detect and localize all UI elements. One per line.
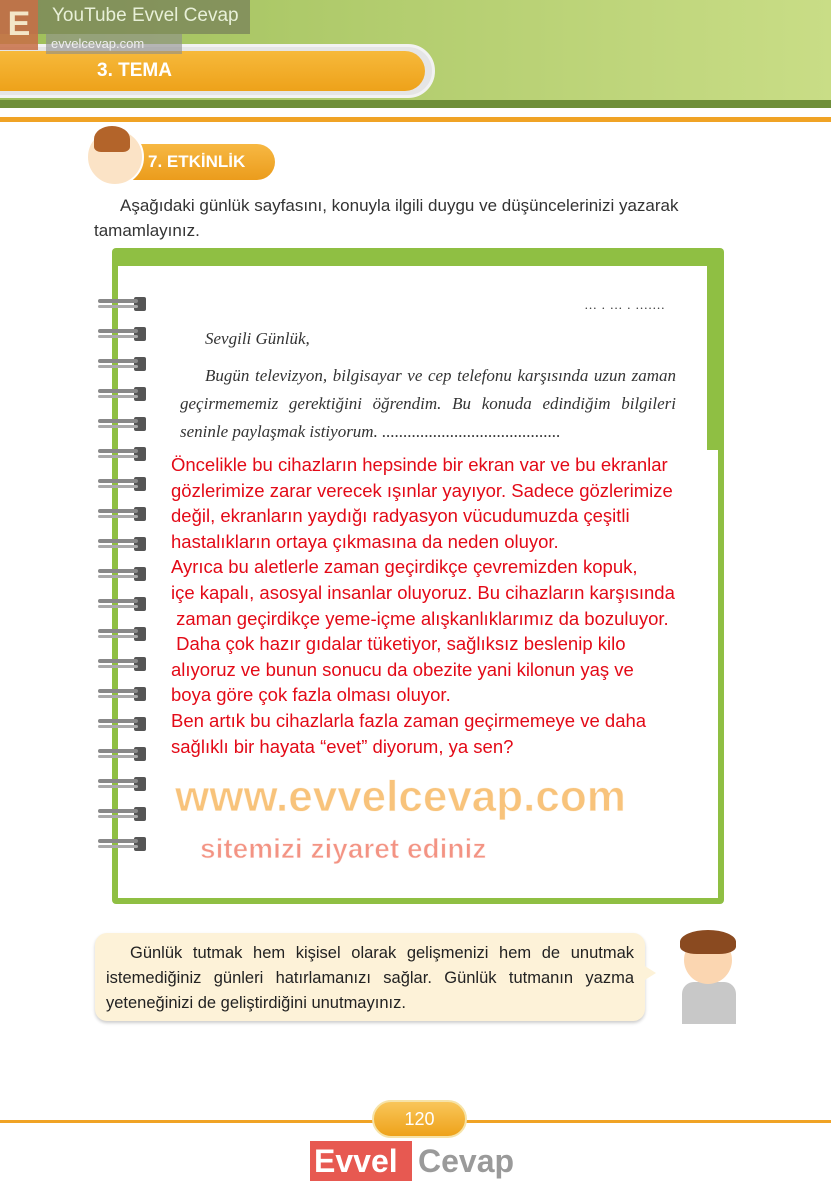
ring-wire [98,599,138,603]
spiral-ring [98,353,152,383]
watermark-channel: YouTube Evvel Cevap [52,5,239,26]
spiral-ring [98,593,152,623]
ring-wire [98,485,138,488]
boy-hair [680,930,736,954]
ring-wire [98,365,138,368]
ring-wire [98,665,138,668]
ring-wire [98,425,138,428]
ring-wire [98,629,138,633]
spiral-ring [98,533,152,563]
spiral-ring [98,383,152,413]
ring-wire [98,329,138,333]
ring-wire [98,635,138,638]
logo-evvel: Evvel [310,1141,412,1181]
ring-wire [98,575,138,578]
spiral-ring [98,623,152,653]
ring-wire [98,719,138,723]
spiral-ring [98,653,152,683]
spiral-ring [98,683,152,713]
page-number: 120 [372,1100,467,1138]
ring-wire [98,359,138,363]
ring-wire [98,815,138,818]
diary-answer: Öncelikle bu cihazların hepsinde bir ekran var ve bu ekranlar gözlerimize zarar verecek ışınlar yayıyor. Sadece gözlerimize değil, ekranların yaydığı radyasyon vücudumuzda çeşitli hastalıkların ortaya çıkmasına da neden oluyor. Ayrıca bu aletlerle zaman geçirdikçe çevremizden kopuk, içe kapalı, asosyal insanlar oluyoruz. Bu cihazların karşısında zaman geçirdikçe yeme-içme alışkanlıklarımız da bozuluyor. Daha çok hazır gıdalar tüketiyor, sağlıksız beslenip kilo alıyoruz ve bunun sonucu da obezite yani kilonun yaş ve boya göre çok fazla olması oluyor. Ben artık bu cihazlarla fazla zaman geçirmemeye ve daha sağlıklı bir hayata “evet” diyorum, ya sen? [171,454,675,757]
spiral-ring [98,473,152,503]
ring-wire [98,845,138,848]
girl-mascot-icon [86,128,144,186]
spiral-ring [98,833,152,863]
ring-wire [98,539,138,543]
ring-wire [98,455,138,458]
site-watermark: www.evvelcevap.com [175,772,626,821]
boy-body [682,982,736,1024]
ring-wire [98,395,138,398]
ring-wire [98,779,138,783]
site-watermark-2: sitemizi ziyaret ediniz [200,833,487,864]
spiral-ring [98,743,152,773]
activity-instruction: Aşağıdaki günlük sayfasını, konuyla ilgili duygu ve düşüncelerinizi yazarak tamamlayınız. [94,196,679,240]
ring-wire [98,725,138,728]
diary-date: ... . ... . ....... [585,297,666,312]
header-divider [0,117,831,122]
spiral-ring [98,713,152,743]
spiral-ring [98,413,152,443]
ring-wire [98,509,138,513]
ring-wire [98,305,138,308]
ring-wire [98,515,138,518]
ring-wire [98,755,138,758]
ring-wire [98,809,138,813]
spiral-ring [98,803,152,833]
theme-title: 3. TEMA [97,60,172,81]
ring-wire [98,419,138,423]
header-shadow [0,100,831,108]
spiral-ring [98,563,152,593]
callout-tail [640,963,656,983]
diary-greeting: Sevgili Günlük, [205,329,310,348]
ring-wire [98,695,138,698]
spiral-ring [98,773,152,803]
ring-wire [98,749,138,753]
ring-wire [98,839,138,843]
diary-body: Bugün televizyon, bilgisayar ve cep telefonu karşısında uzun zaman geçirmememiz gerektiğini öğrendim. Bu konuda edindiğim bilgileri seninle paylaşmak istiyorum. .......................................... [180,366,676,441]
spiral-binding [98,293,152,863]
watermark-logo-letter: E [0,0,38,50]
ring-wire [98,335,138,338]
ring-wire [98,479,138,483]
logo-cevap: Cevap [418,1143,515,1179]
ring-wire [98,605,138,608]
theme-banner [0,51,425,91]
ring-wire [98,569,138,573]
activity-title: 7. ETKİNLİK [148,152,246,171]
ring-wire [98,785,138,788]
note-text: Günlük tutmak hem kişisel olarak gelişmenizi hem de unutmak istemediğiniz günleri hatırlamanızı sağlar. Günlük tutmanın yazma yeteneğinizi de geliştirdiğini unutmayınız. [106,944,634,1012]
ring-wire [98,449,138,453]
spiral-ring [98,443,152,473]
ring-wire [98,689,138,693]
ring-wire [98,299,138,303]
spiral-ring [98,323,152,353]
ring-wire [98,389,138,393]
ring-wire [98,545,138,548]
notebook-edge [707,260,721,450]
spiral-ring [98,503,152,533]
ring-wire [98,659,138,663]
boy-mascot-icon [676,930,742,1025]
spiral-ring [98,293,152,323]
watermark-site: evvelcevap.com [46,34,182,54]
